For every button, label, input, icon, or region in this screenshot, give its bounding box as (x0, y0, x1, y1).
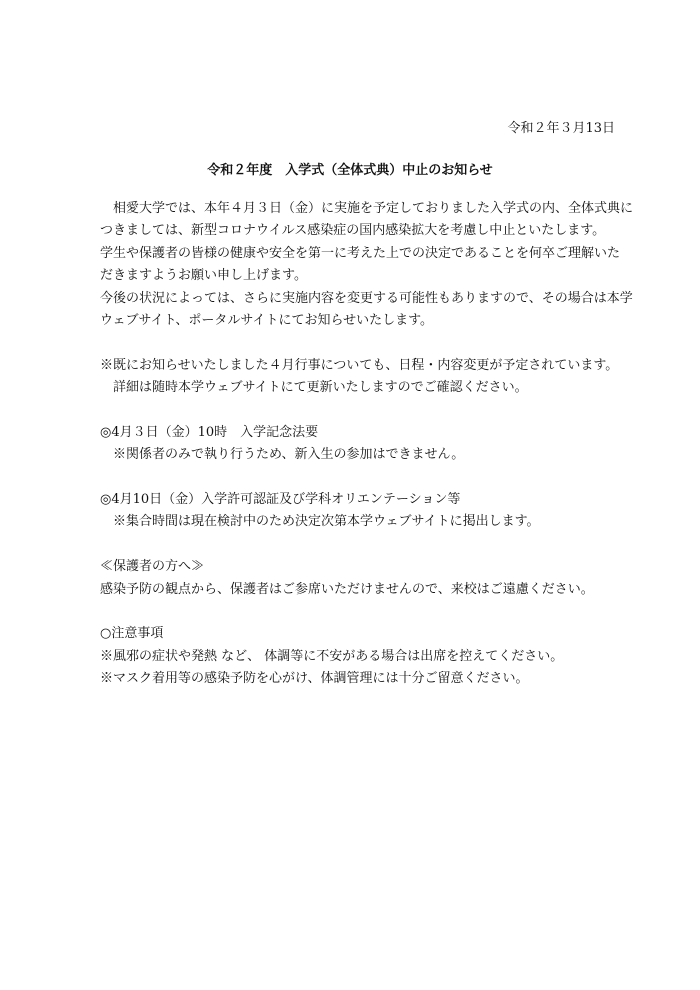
caution-item: ※マスク着用等の感染予防を心がけ、体調管理には十分ご留意ください。 (100, 671, 529, 687)
intro-line: 学生や保護者の皆様の健康や安全を第一に考えた上での決定であることを何卒ご理解いた (100, 245, 621, 261)
event-note: ※集合時間は現在検討中のため決定次第本学ウェブサイトに掲出します。 (113, 514, 540, 530)
event-heading: ◎4月10日（金）入学許可認証及び学科オリエンテーション等 (100, 492, 461, 508)
intro-line: だきますようお願い申し上げます。 (100, 268, 307, 284)
intro-line: ウェブサイト、ポータルサイトにてお知らせいたします。 (100, 312, 434, 328)
document-date: 令和２年３月13日 (507, 121, 615, 136)
notice-line: 詳細は随時本学ウェブサイトにて更新いたしますのでご確認ください。 (113, 380, 528, 396)
paragraph-gap (100, 601, 620, 623)
document-body (100, 198, 634, 691)
paragraph-gap (100, 400, 620, 422)
paragraph-gap (100, 332, 620, 354)
paragraph-gap (100, 534, 620, 556)
guardians-text: 感染予防の観点から、保護者はご参席いただけませんので、来校はご遠慮ください。 (100, 581, 594, 597)
intro-line: 相愛大学では、本年４月３日（金）に実施を予定しておりました入学式の内、全体式典に (113, 201, 634, 216)
caution-item: ※風邪の症状や発熱 など、 体調等に不安がある場合は出席を控えてください。 (100, 648, 564, 664)
intro-line: つきましては、新型コロナウイルス感染症の国内感染拡大を考慮し中止といたします。 (100, 223, 606, 239)
event-note: ※関係者のみで執り行うため、新入生の参加はできません。 (113, 447, 465, 463)
event-heading: ◎4月３日（金）10時 入学記念法要 (100, 424, 319, 440)
intro-line: 今後の状況によっては、さらに実施内容を変更する可能性もありますので、その場合は本学 (100, 290, 633, 306)
cautions-heading: ○注意事項 (100, 626, 164, 642)
guardians-heading: ≪保護者の方へ≫ (100, 559, 205, 575)
document-title: 令和２年度 入学式（全体式典）中止のお知らせ (207, 163, 493, 178)
paragraph-gap (100, 467, 620, 489)
notice-line: ※既にお知らせいたしました４月行事についても、日程・内容変更が予定されています。 (100, 357, 619, 373)
